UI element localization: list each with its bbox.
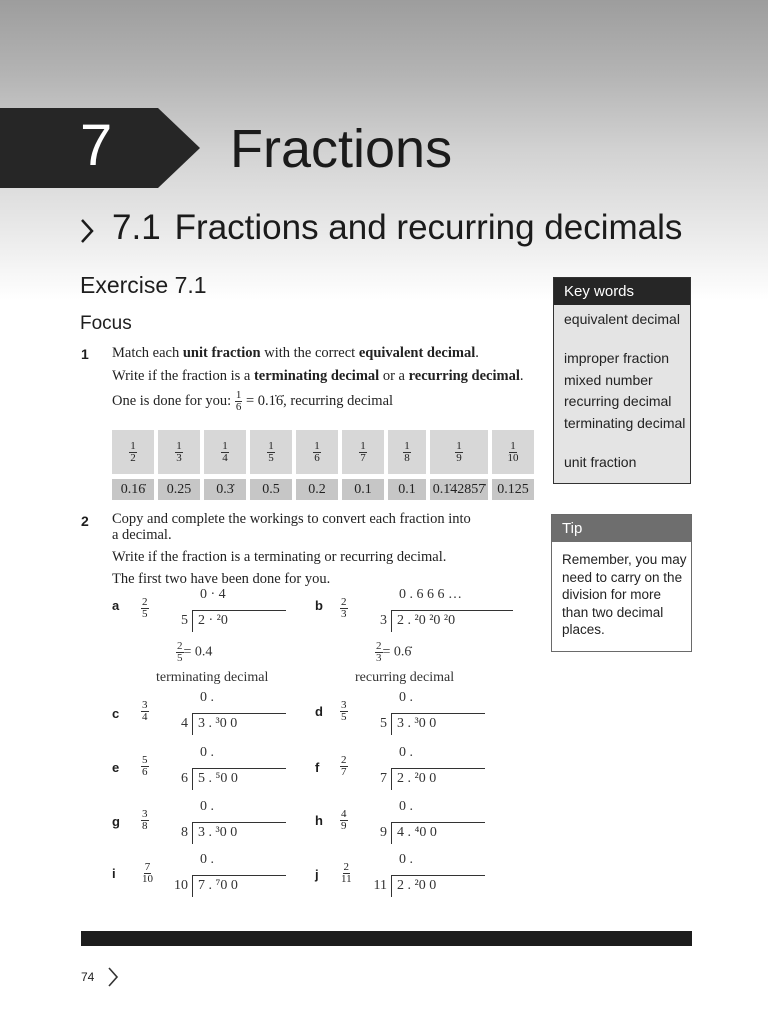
part-label: h <box>315 813 323 828</box>
question-1-line-1: Match each unit fraction with the correct equivalent decimal. <box>112 345 479 361</box>
section-number: 7.1 <box>112 208 161 247</box>
decimal-card[interactable]: 0.1 <box>342 479 384 500</box>
fraction: $\frac{1}{6}$ <box>314 439 320 464</box>
key-words-title: Key words <box>554 278 690 305</box>
divisor: 5 <box>181 613 188 628</box>
decimal-card[interactable]: 0.1̇42857̇ <box>430 479 488 500</box>
divisor: 7 <box>380 771 387 786</box>
quotient: 0 . <box>200 799 214 814</box>
dividend: 2 · ²0 <box>198 613 228 628</box>
decimal-card[interactable]: 0.16̇ <box>112 479 154 500</box>
division-bar <box>391 822 485 823</box>
question-2-line-4: The first two have been done for you. <box>112 571 331 587</box>
division-bar <box>192 875 286 876</box>
quotient: 0 . <box>200 690 214 705</box>
division-bracket <box>192 713 193 735</box>
part-label: c <box>112 706 120 721</box>
decimal-card[interactable]: 0.2 <box>296 479 338 500</box>
quotient: 0 . <box>200 852 214 867</box>
chapter-title: Fractions <box>230 119 453 179</box>
division-bracket <box>391 822 392 844</box>
part-fraction: $\frac{4}{9}$ <box>341 808 347 832</box>
key-word-item: recurring decimal <box>564 393 672 409</box>
fraction: $\frac{1}{8}$ <box>404 439 410 464</box>
decimal-card[interactable]: 0.5 <box>250 479 292 500</box>
page-number: 74 <box>81 970 95 984</box>
part-fraction: $\frac{3}{4}$ <box>142 699 148 723</box>
decimal-type: terminating decimal <box>156 670 269 685</box>
divisor: 6 <box>181 771 188 786</box>
worked-example: One is done for you: $\frac{1}{6}$ = 0.1̇6̇, recurring decimal <box>112 389 394 414</box>
dividend: 2 . ²0 0 <box>397 771 437 786</box>
key-word-item: terminating decimal <box>564 415 686 431</box>
part-label: e <box>112 760 120 775</box>
decimal-card[interactable]: 0.25 <box>158 479 200 500</box>
tip-text: Remember, you may need to carry on the division for more than two decimal places. <box>562 552 687 637</box>
part-fraction: $\frac{5}{6}$ <box>142 754 148 778</box>
decimal-type: recurring decimal <box>355 670 455 685</box>
dividend: 2 . ²0 ²0 ²0 <box>397 613 456 628</box>
fraction: $\frac{1}{4}$ <box>222 439 228 464</box>
dividend: 5 . ⁵0 0 <box>198 771 238 786</box>
part-label: a <box>112 598 120 613</box>
quotient: 0 . <box>399 799 413 814</box>
result: $\frac{2}{3}$ = 0.6̇ <box>376 640 412 664</box>
division-bar <box>391 713 485 714</box>
question-2-line-1: Copy and complete the workings to convert each fraction into <box>112 511 471 527</box>
division-bar <box>391 610 513 611</box>
divisor: 9 <box>380 825 387 840</box>
key-word-item: equivalent decimal <box>564 311 680 327</box>
fraction: $\frac{1}{5}$ <box>268 439 274 464</box>
division-bar <box>391 768 485 769</box>
question-1-line-2: Write if the fraction is a terminating decimal or a recurring decimal. <box>112 368 524 384</box>
divisor: 10 <box>174 878 188 893</box>
division-bracket <box>192 875 193 897</box>
divisor: 11 <box>373 878 387 893</box>
dividend: 2 . ²0 0 <box>397 878 437 893</box>
part-fraction: $\frac{3}{8}$ <box>142 808 148 832</box>
question-2-line-3: Write if the fraction is a terminating or recurring decimal. <box>112 549 447 565</box>
division-bracket <box>192 768 193 790</box>
division-bar <box>192 768 286 769</box>
division-bar <box>192 610 286 611</box>
dividend: 4 . ⁴0 0 <box>397 825 437 840</box>
divisor: 5 <box>380 716 387 731</box>
focus-heading: Focus <box>80 313 132 334</box>
exercise-title: Exercise 7.1 <box>80 272 207 298</box>
part-label: j <box>315 867 319 882</box>
fraction: $\frac{1}{3}$ <box>176 439 182 464</box>
dividend: 7 . ⁷0 0 <box>198 878 238 893</box>
key-word-item: improper fraction <box>564 350 670 366</box>
quotient: 0 . <box>399 745 413 760</box>
result: $\frac{2}{5}$ = 0.4 <box>177 640 213 664</box>
part-fraction: $\frac{7}{10}$ <box>142 861 153 885</box>
quotient: 0 . <box>399 852 413 867</box>
division-bar <box>391 875 485 876</box>
part-fraction: $\frac{2}{5}$ <box>142 596 148 620</box>
part-fraction: $\frac{2}{3}$ <box>341 596 347 620</box>
decimal-card[interactable]: 0.3̇ <box>204 479 246 500</box>
division-bar <box>192 713 286 714</box>
division-bracket <box>391 713 392 735</box>
division-bar <box>192 822 286 823</box>
fraction: $\frac{1}{2}$ <box>130 439 136 464</box>
divisor: 3 <box>380 613 387 628</box>
part-fraction: $\frac{2}{7}$ <box>341 754 347 778</box>
part-label: d <box>315 704 323 719</box>
question-number: 2 <box>81 513 89 529</box>
dividend: 3 . ³0 0 <box>198 825 238 840</box>
key-word-item: mixed number <box>564 372 653 388</box>
chapter-number: 7 <box>80 113 113 178</box>
key-words-box <box>553 277 691 484</box>
fraction: $\frac{1}{10}$ <box>507 439 519 464</box>
part-label: g <box>112 814 120 829</box>
division-bracket <box>192 822 193 844</box>
part-fraction: $\frac{2}{11}$ <box>341 861 352 885</box>
divisor: 4 <box>181 716 188 731</box>
decimal-card[interactable]: 0.1 <box>388 479 426 500</box>
chevron-right-icon[interactable] <box>107 966 119 988</box>
part-label: b <box>315 598 323 613</box>
fraction: $\frac{1}{9}$ <box>456 439 462 464</box>
quotient: 0 · 4 <box>200 587 226 602</box>
fraction: $\frac{1}{7}$ <box>360 439 366 464</box>
dividend: 3 . ³0 0 <box>397 716 437 731</box>
quotient: 0 . <box>200 745 214 760</box>
quotient: 0 . 6 6 6 … <box>399 587 462 602</box>
quotient: 0 . <box>399 690 413 705</box>
tip-box <box>551 514 692 652</box>
footer-bar <box>81 931 692 946</box>
question-number: 1 <box>81 346 89 362</box>
part-label: f <box>315 760 320 775</box>
division-bracket <box>391 610 392 632</box>
part-label: i <box>112 866 116 881</box>
division-bracket <box>391 875 392 897</box>
part-fraction: $\frac{3}{5}$ <box>341 699 347 723</box>
section-name: Fractions and recurring decimals <box>174 208 683 247</box>
tip-title: Tip <box>552 515 691 542</box>
question-2-line-2: a decimal. <box>112 527 172 543</box>
key-word-item: unit fraction <box>564 454 637 470</box>
dividend: 3 . ³0 0 <box>198 716 238 731</box>
decimal-card[interactable]: 0.125 <box>492 479 534 500</box>
division-bracket <box>391 768 392 790</box>
division-bracket <box>192 610 193 632</box>
divisor: 8 <box>181 825 188 840</box>
